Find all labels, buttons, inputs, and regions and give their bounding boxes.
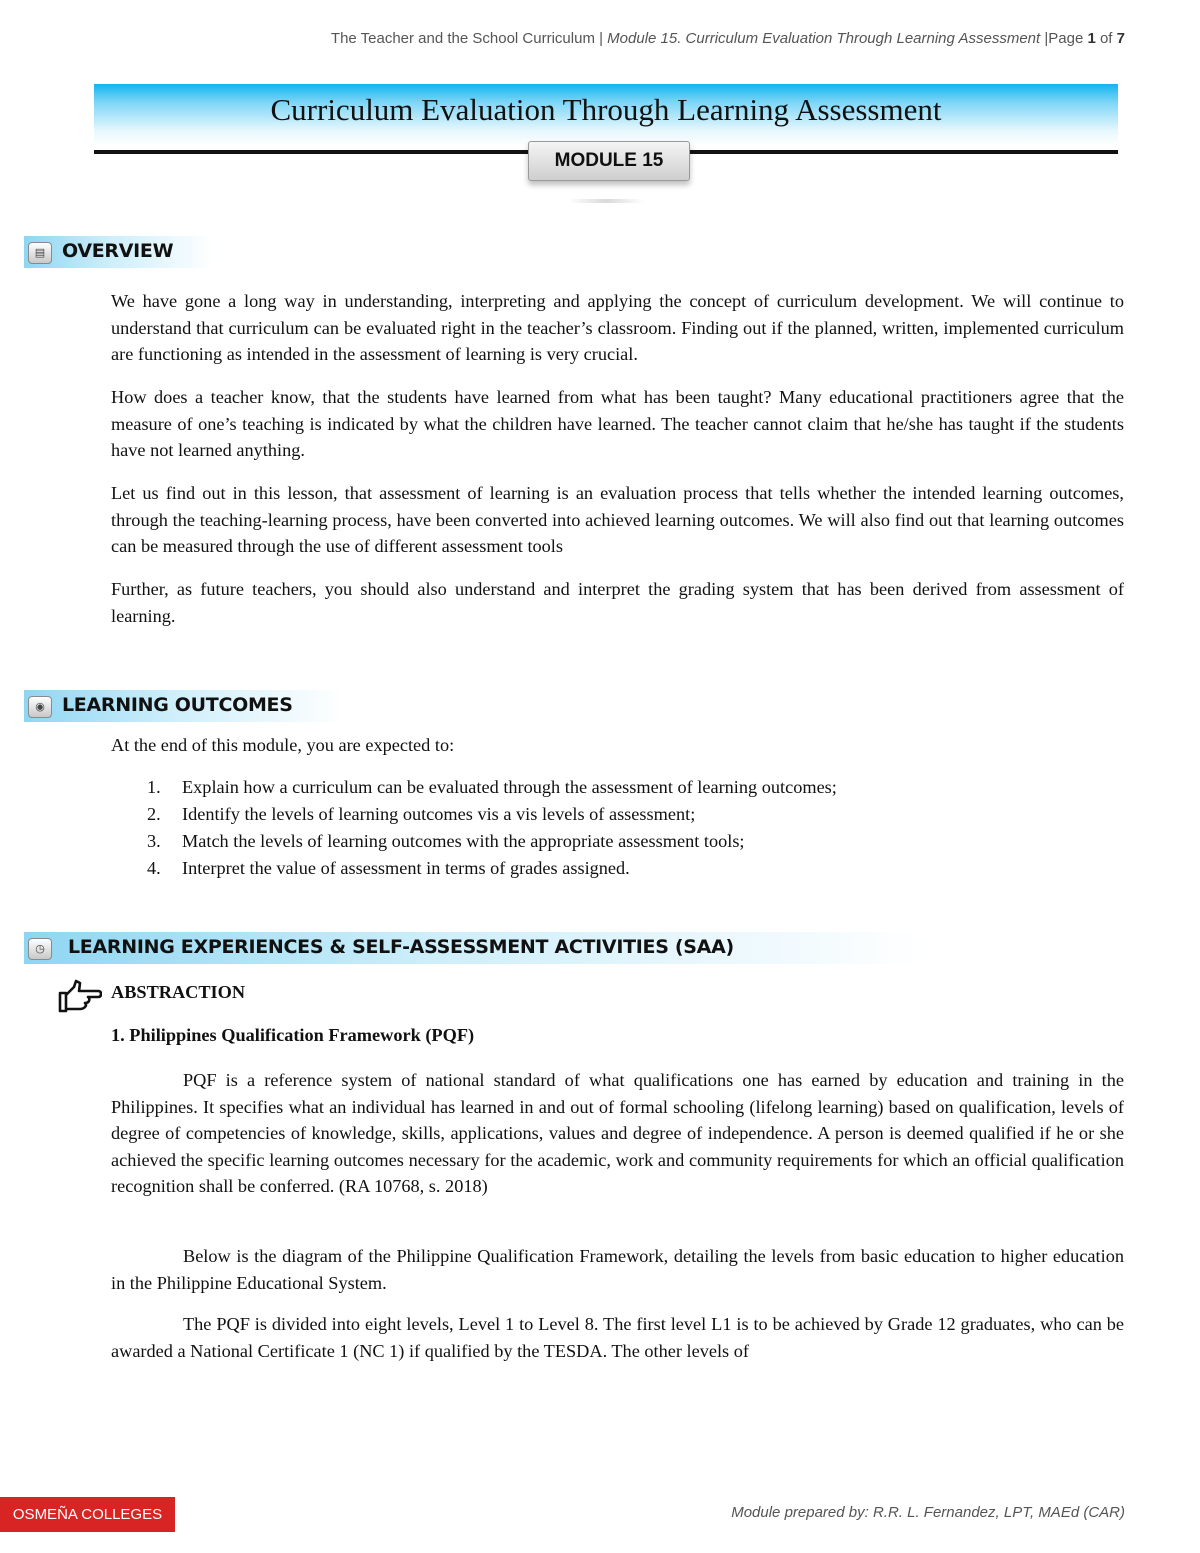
section-overview: [24, 236, 214, 268]
list-item: 3. Match the levels of learning outcomes with the appropriate assessment tools;: [147, 831, 745, 851]
list-item: 4. Interpret the value of assessment in terms of grades assigned.: [147, 858, 630, 878]
section-heading: OVERVIEW: [62, 240, 174, 262]
pqf-subheading: 1. Philippines Qualification Framework (PQF): [111, 1025, 475, 1045]
module-reference: Module 15. Curriculum Evaluation Through Learning Assessment: [607, 30, 1041, 47]
module-badge: MODULE 15: [528, 141, 690, 181]
institution-badge: OSMEÑA COLLEGES: [0, 1497, 175, 1532]
document-title: Curriculum Evaluation Through Learning Assessment: [270, 92, 942, 127]
course-title: The Teacher and the School Curriculum: [330, 30, 595, 47]
outcomes-list: [111, 774, 1124, 882]
section-learning-outcomes: [24, 690, 344, 722]
clock-icon: ◷: [28, 938, 52, 960]
document-icon: ▤: [28, 242, 52, 264]
body-paragraph: Below is the diagram of the Philippine Qualification Framework, detailing the levels from basic education to higher education in the Philippine Educational System.: [111, 1246, 1124, 1293]
header-separator: |: [594, 30, 608, 47]
page-header: [0, 30, 1125, 47]
author-credit: Module prepared by: R.R. L. Fernandez, LPT, MAEd (CAR): [731, 1504, 1125, 1521]
target-icon: ◉: [28, 696, 52, 718]
abstraction-label: ABSTRACTION: [111, 982, 246, 1002]
outcomes-intro: At the end of this module, you are expected to:: [111, 735, 455, 755]
section-heading: LEARNING OUTCOMES: [62, 694, 293, 716]
overview-paragraph: Further, as future teachers, you should also understand and interpret the grading system that has been derived from assessment of learning.: [111, 579, 1124, 626]
page-current: 1: [1087, 30, 1096, 47]
list-item: 2. Identify the levels of learning outcomes vis a vis levels of assessment;: [147, 804, 696, 824]
list-item: 1. Explain how a curriculum can be evaluated through the assessment of learning outcomes;: [147, 777, 837, 797]
body-paragraph: PQF is a reference system of national standard of what qualifications one has earned by education and training in the Philippines. It specifies what an individual has learned in and out of formal schooling (lifelong learning) based on qualification, levels of degree of competencies of knowledge, skills, applications, values and degree of independence. A person is deemed qualified if he or she achieved the specific learning outcomes necessary for the academic, work and community requirements for which an official qualification recognition shall be conferred. (RA 10768, s. 2018): [111, 1070, 1124, 1196]
overview-paragraph: How does a teacher know, that the students have learned from what has been taught? Many educational practitioners agree that the measure of one’s teaching is indicated by what the children have learned. The teacher cannot claim that he/she has taught if the students have not learned anything.: [111, 387, 1124, 460]
page-of: of: [1095, 30, 1117, 47]
body-paragraph: The PQF is divided into eight levels, Level 1 to Level 8. The first level L1 is to be achieved by Grade 12 graduates, who can be awarded a National Certificate 1 (NC 1) if qualified by the TESDA. The other levels of: [111, 1314, 1124, 1361]
overview-paragraph: We have gone a long way in understanding, interpreting and applying the concept of curriculum development. We will continue to understand that curriculum can be evaluated right in the teacher’s classroom. Finding out if the planned, written, implemented curriculum are functioning as intended in the assessment of learning is very crucial.: [111, 291, 1124, 364]
page-total: 7: [1116, 30, 1125, 47]
section-heading: LEARNING EXPERIENCES & SELF-ASSESSMENT ACTIVITIES (SAA): [68, 936, 734, 958]
pointing-hand-icon: [54, 979, 102, 1015]
page-label: |Page: [1040, 30, 1088, 47]
module-badge-shadow: [568, 199, 644, 203]
section-learning-experiences: [24, 932, 924, 964]
overview-paragraph: Let us find out in this lesson, that assessment of learning is an evaluation process that tells whether the intended learning outcomes, through the teaching-learning process, have been converted into achieved learning outcomes. We will also find out that learning outcomes can be measured through the use of different assessment tools: [111, 483, 1124, 556]
